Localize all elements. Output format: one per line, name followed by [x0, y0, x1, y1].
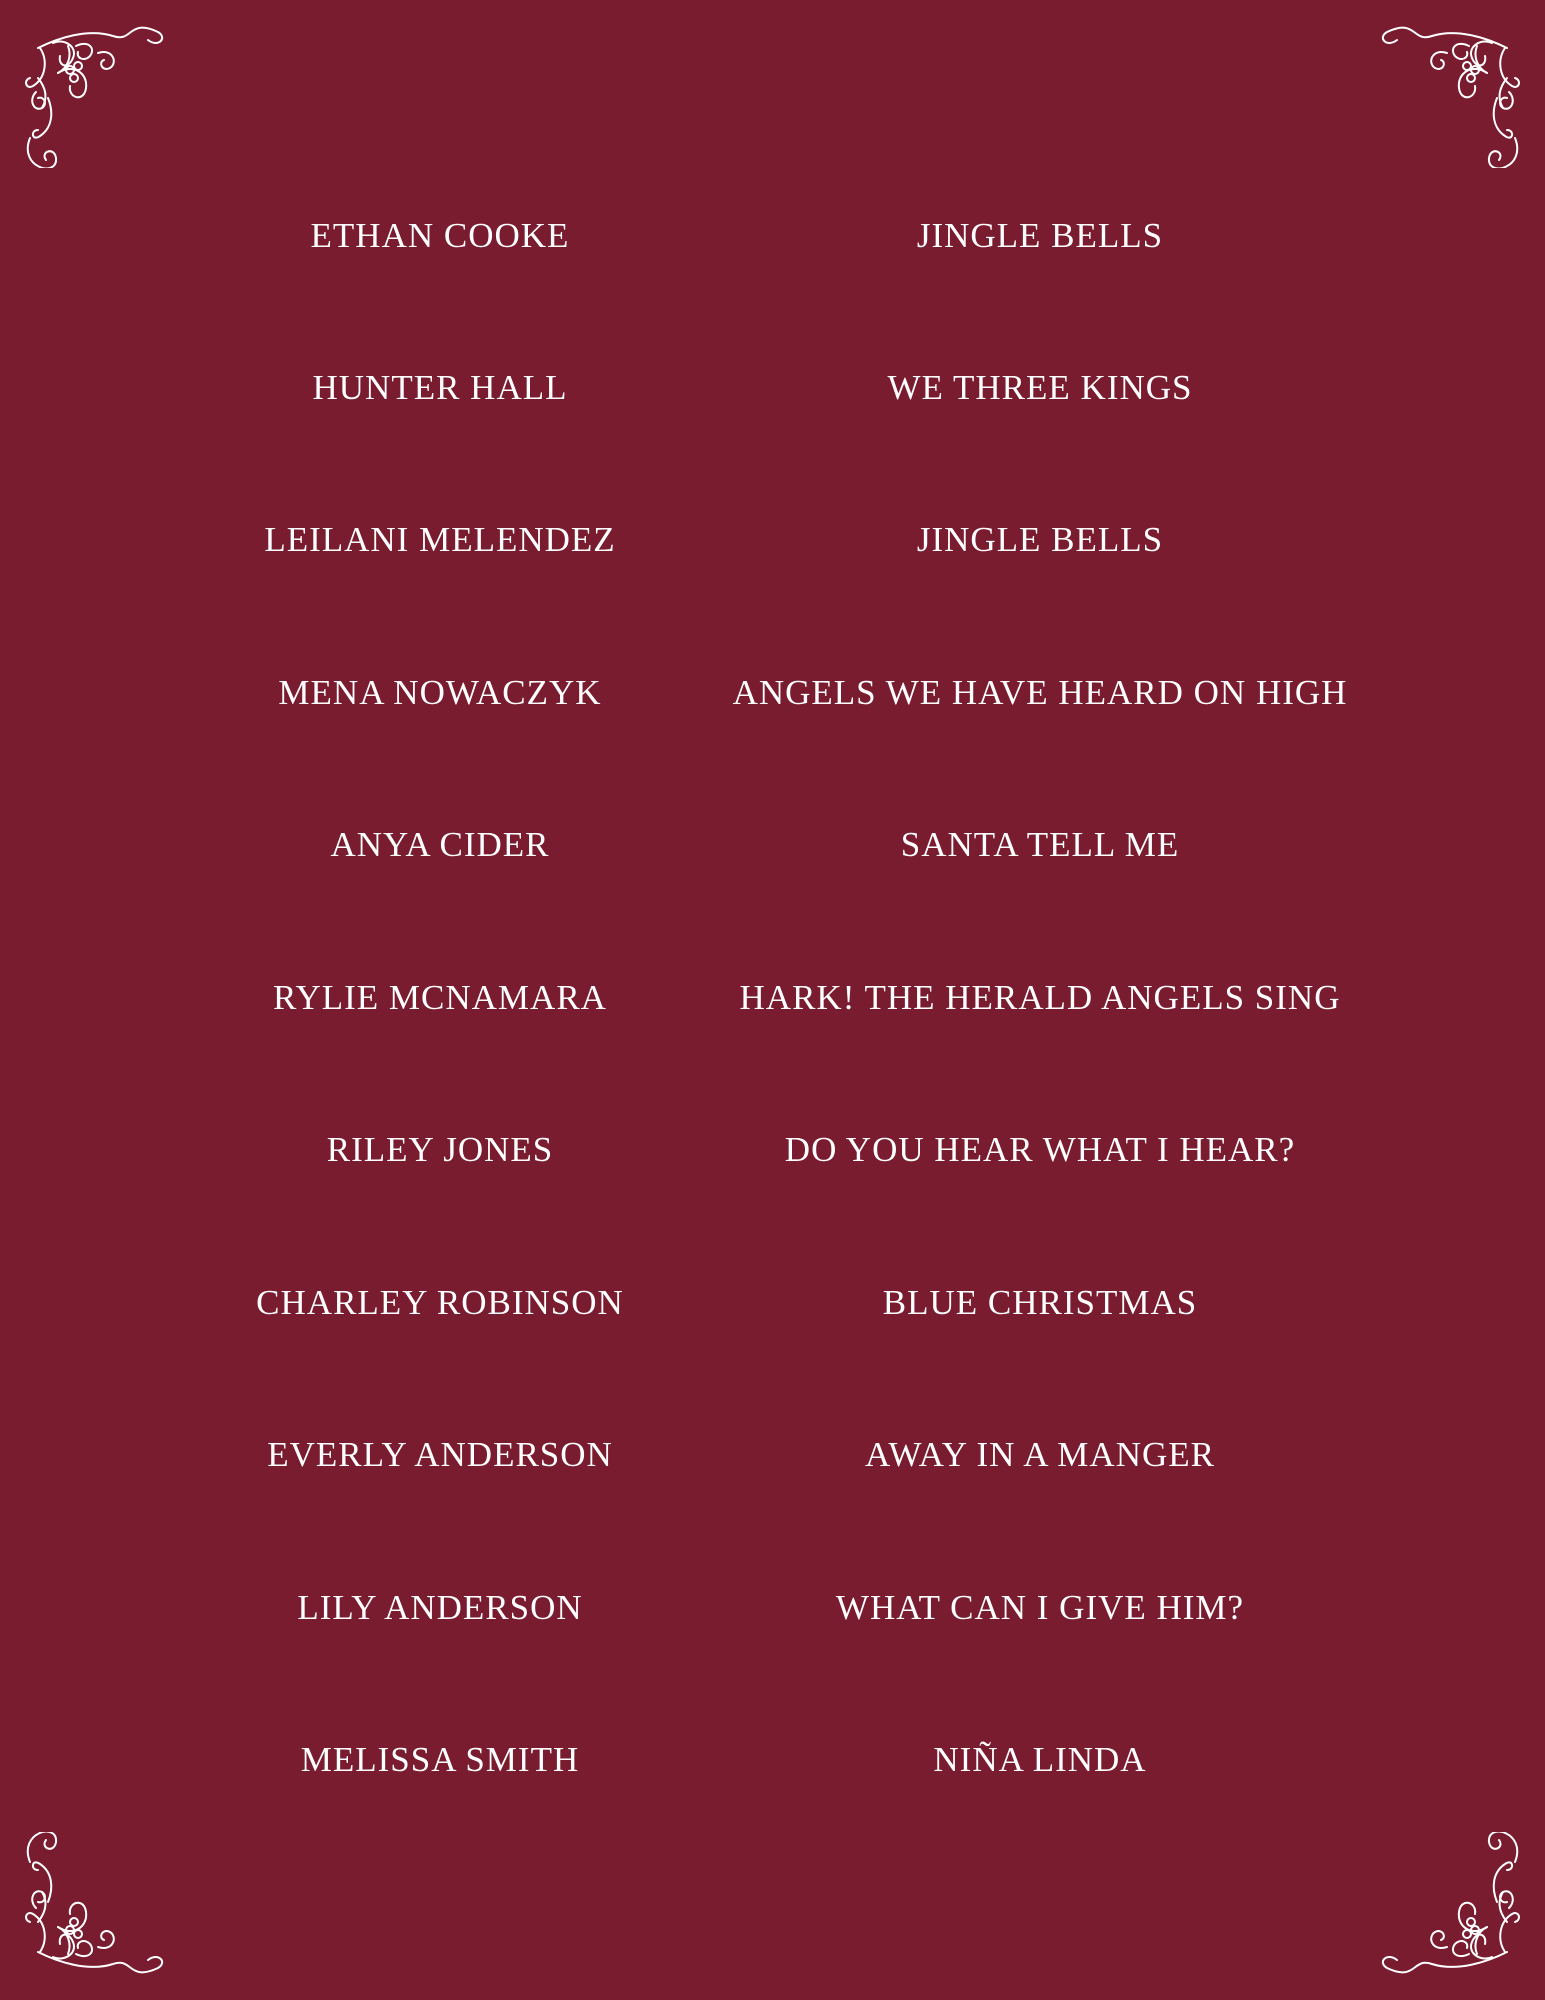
holly-flourish-icon [18, 1832, 168, 1982]
program-row [0, 206, 1545, 266]
performer-name: ETHAN COOKE [310, 216, 570, 255]
song-title: WE THREE KINGS [887, 368, 1193, 407]
program-row [0, 1273, 1545, 1333]
performer-name: MENA NOWACZYK [278, 673, 602, 712]
performer-name: MELISSA SMITH [300, 1740, 580, 1779]
performer-name: LILY ANDERSON [297, 1588, 583, 1627]
holly-flourish-icon [1377, 1832, 1527, 1982]
song-title: SANTA TELL ME [900, 825, 1180, 864]
performer-name: RILEY JONES [326, 1130, 554, 1169]
program-row [0, 1120, 1545, 1180]
program-row [0, 663, 1545, 723]
song-title: JINGLE BELLS [916, 520, 1164, 559]
holly-flourish-icon [18, 18, 168, 168]
performer-name: RYLIE MCNAMARA [273, 978, 607, 1017]
performer-name: HUNTER HALL [312, 368, 568, 407]
song-title: HARK! THE HERALD ANGELS SING [739, 978, 1341, 1017]
program-row [0, 510, 1545, 570]
holly-flourish-icon [1377, 18, 1527, 168]
song-title: WHAT CAN I GIVE HIM? [835, 1588, 1245, 1627]
song-title: ANGELS WE HAVE HEARD ON HIGH [732, 673, 1348, 712]
program-row [0, 815, 1545, 875]
program-row [0, 968, 1545, 1028]
performer-name: EVERLY ANDERSON [267, 1435, 613, 1474]
song-title: NIÑA LINDA [933, 1740, 1147, 1779]
performer-name: ANYA CIDER [330, 825, 550, 864]
program-row [0, 1578, 1545, 1638]
program-row [0, 358, 1545, 418]
performer-name: LEILANI MELENDEZ [264, 520, 616, 559]
program-row [0, 1730, 1545, 1790]
performer-name: CHARLEY ROBINSON [256, 1283, 624, 1322]
song-title: JINGLE BELLS [916, 216, 1164, 255]
song-title: AWAY IN A MANGER [865, 1435, 1215, 1474]
program-row [0, 1425, 1545, 1485]
song-title: BLUE CHRISTMAS [882, 1283, 1198, 1322]
song-title: DO YOU HEAR WHAT I HEAR? [784, 1130, 1296, 1169]
